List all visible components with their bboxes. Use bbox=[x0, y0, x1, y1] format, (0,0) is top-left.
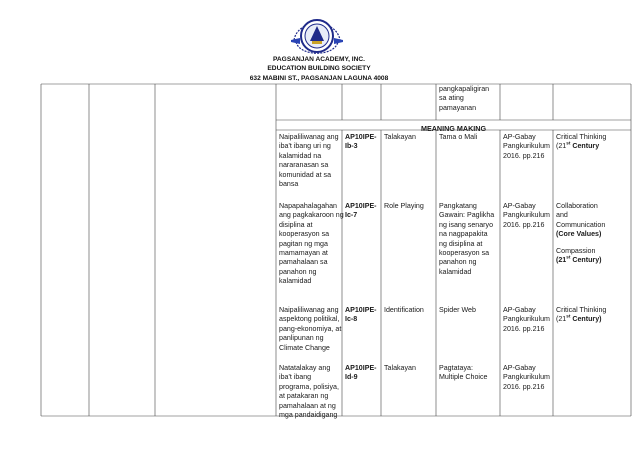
row-3-strategy: Identification bbox=[384, 306, 424, 314]
row-3-skills-tail: Century) bbox=[570, 315, 602, 324]
row-3-reference: AP-Gabay Pangkurikulum 2016. pp.216 bbox=[503, 306, 550, 333]
school-society: EDUCATION BUILDING SOCIETY bbox=[267, 65, 371, 72]
row-3-skills bbox=[556, 306, 606, 325]
row-2-skills-d-main: (21 bbox=[556, 256, 567, 264]
row-4-competency: Natatalakay ang iba't ibang programa, polisiya, at patakaran ng pamahalaan at ng mga pandaidigang bbox=[279, 364, 339, 420]
row-2-skills-d bbox=[556, 256, 602, 265]
row-4-activity: Pagtataya: Multiple Choice bbox=[439, 364, 488, 382]
row-1-code: AP10IPE- Ib-3 bbox=[345, 133, 377, 151]
row-2-reference: AP-Gabay Pangkurikulum 2016. pp.216 bbox=[503, 202, 550, 229]
row-2-code: AP10IPE- Ic-7 bbox=[345, 202, 377, 220]
row-3-code: AP10IPE- Ic-8 bbox=[345, 306, 377, 324]
row-1-competency: Naipaliliwanag ang iba't ibang uri ng kalamidad na nararanasan sa komunidad at sa bansa bbox=[279, 133, 339, 189]
row-2-skills-c: Compassion bbox=[556, 247, 596, 255]
row-1-skills-main: Critical Thinking (21 bbox=[556, 133, 607, 151]
row-1-skills-sup: st bbox=[566, 141, 571, 147]
section-title-meaning-making: MEANING MAKING bbox=[420, 124, 487, 133]
top-row-text: pangkapaligiran sa ating pamayanan bbox=[439, 85, 490, 112]
row-2-competency: Napapahalagahan ang pagkakaroon ng disiplina at kooperasyon sa pagitan ng mga mamamayan at pamahalaan sa panahon ng kalamidad bbox=[279, 202, 344, 286]
row-3-skills-main: Critical Thinking (21 bbox=[556, 306, 607, 324]
row-4-strategy: Talakayan bbox=[384, 364, 416, 372]
row-1-activity: Tama o Mali bbox=[439, 133, 478, 141]
row-4-reference: AP-Gabay Pangkurikulum 2016. pp.216 bbox=[503, 364, 550, 391]
school-address: 632 MABINI ST., PAGSANJAN LAGUNA 4008 bbox=[249, 75, 389, 82]
row-2-strategy: Role Playing bbox=[384, 202, 424, 210]
row-2-skills-d-tail: Century) bbox=[570, 256, 602, 264]
row-2-skills-b: (Core Values) bbox=[556, 230, 602, 238]
row-3-competency: Naipaliliwanag ang aspektong politikal, pang-ekonomiya, at panlipunan ng Climate Change bbox=[279, 306, 342, 352]
row-1-skills bbox=[556, 133, 606, 152]
row-2-skills-a: Collaboration and Communication bbox=[556, 202, 606, 229]
row-3-activity: Spider Web bbox=[439, 306, 476, 314]
row-1-strategy: Talakayan bbox=[384, 133, 416, 141]
row-2-activity: Pangkatang Gawain: Paglikha ng isang senaryo na nagpapakita ng disiplina at kooperasyon sa panahon ng kalamidad bbox=[439, 202, 495, 276]
row-1-skills-tail: Century bbox=[570, 142, 600, 151]
row-2-skills-d-sup: st bbox=[566, 254, 571, 260]
row-3-skills-sup: st bbox=[566, 314, 571, 320]
row-1-reference: AP-Gabay Pangkurikulum 2016. pp.216 bbox=[503, 133, 550, 160]
school-name: PAGSANJAN ACADEMY, INC. bbox=[273, 56, 365, 63]
row-4-code: AP10IPE- Id-9 bbox=[345, 364, 377, 382]
